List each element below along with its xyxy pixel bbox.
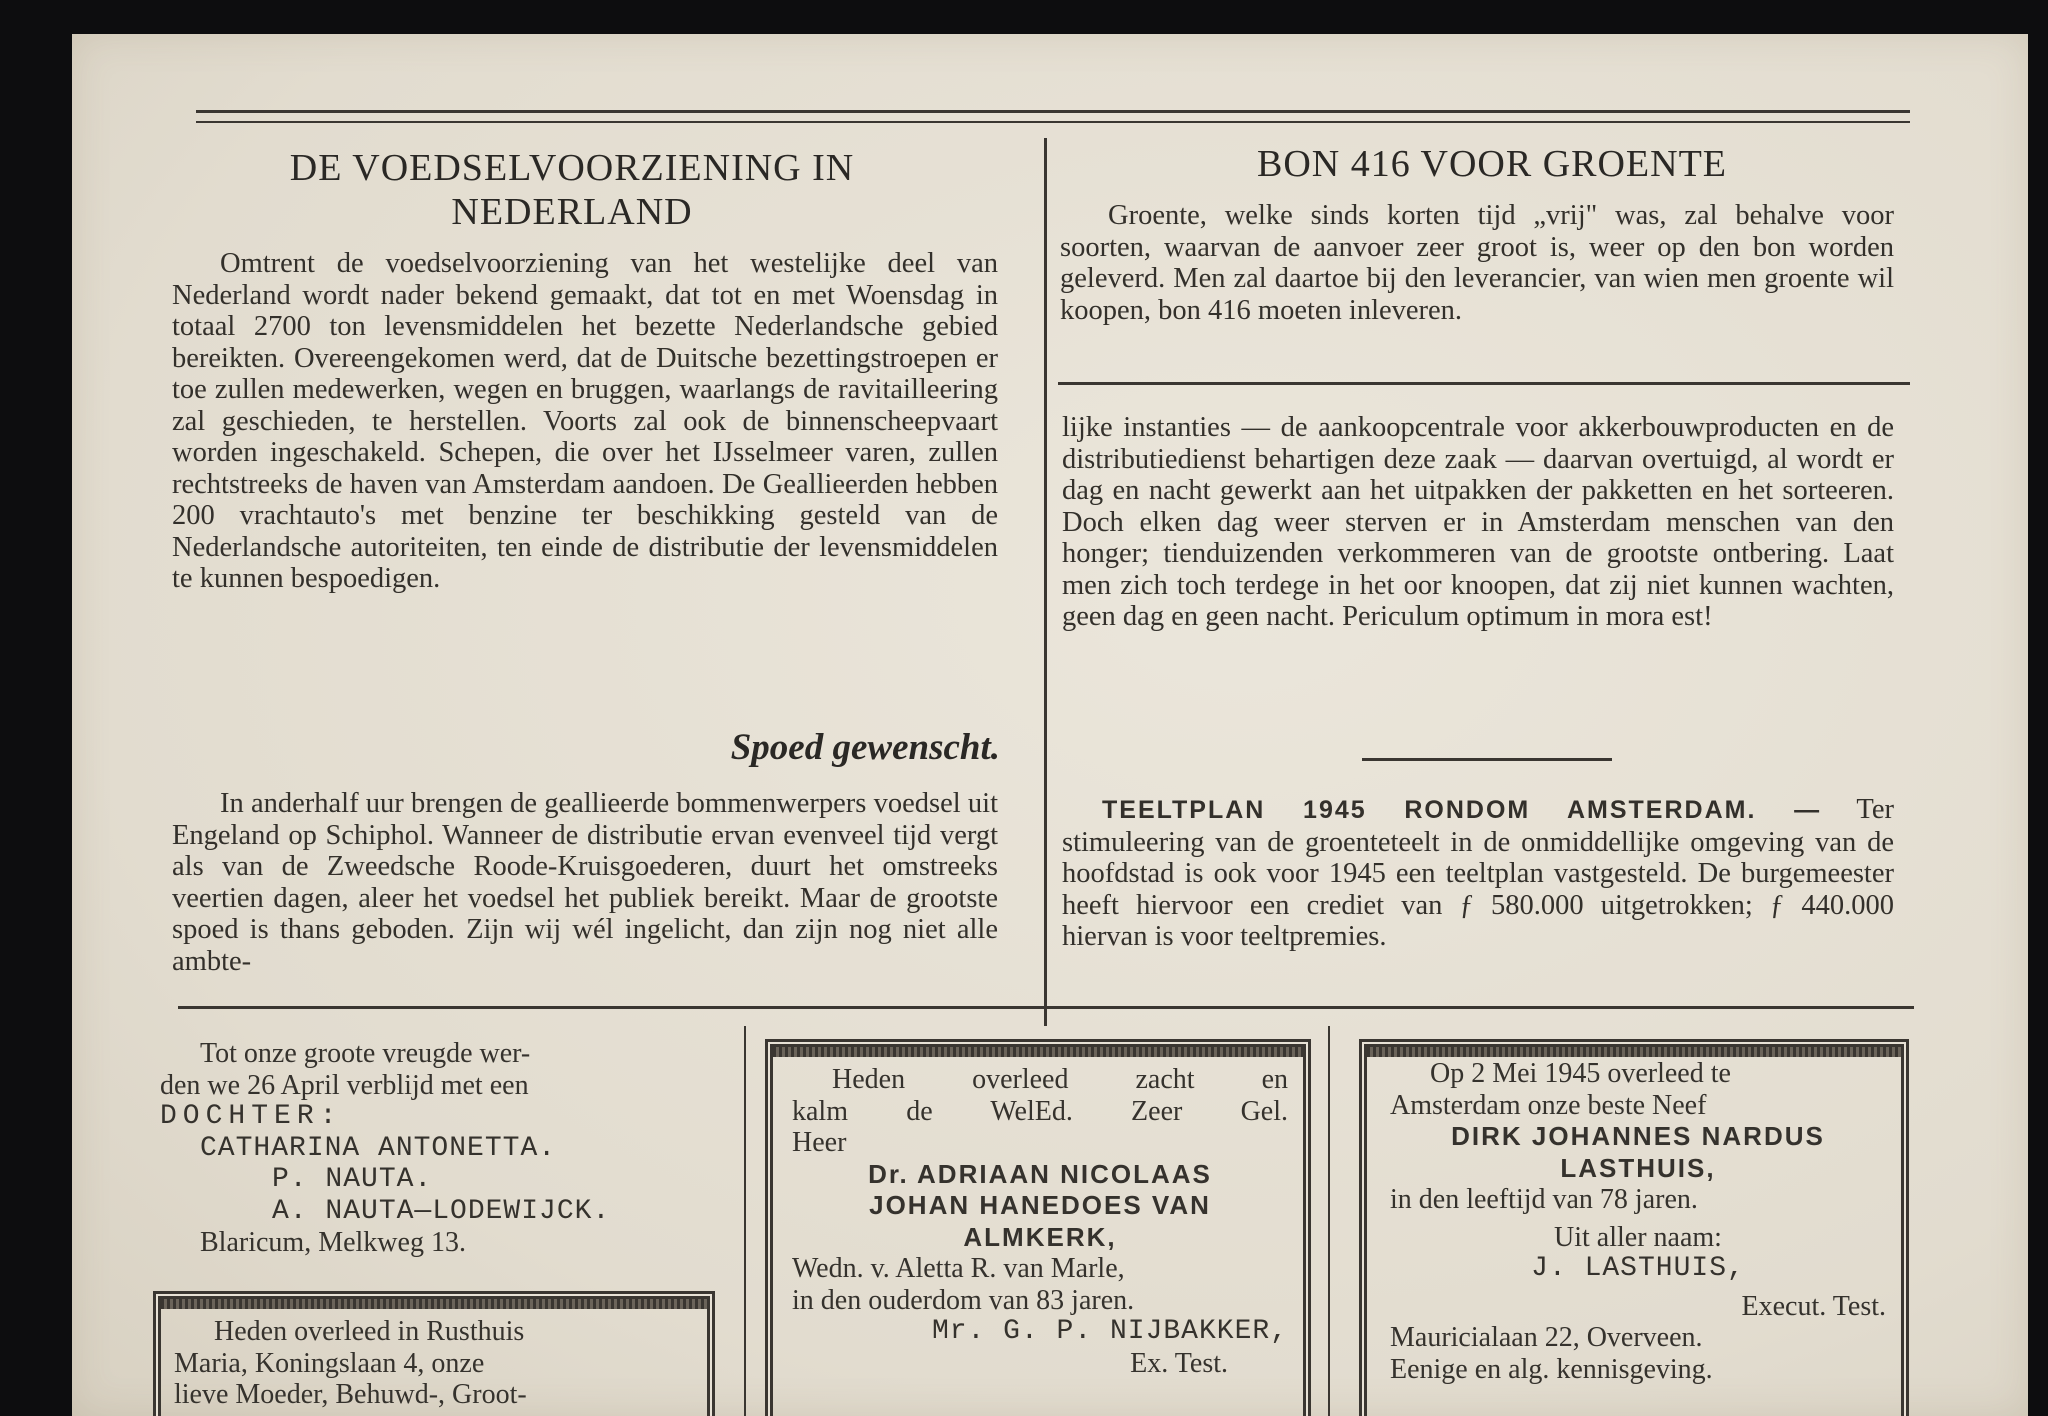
article-bon-416-body [1060, 200, 1894, 326]
notice-divider-1 [744, 1026, 746, 1416]
box-band [161, 1299, 707, 1309]
almkerk-line-6: ALMKERK, [963, 1221, 1117, 1252]
article-left-paragraph-1: Omtrent de voedselvoorziening van het westelijke deel van Nederland wordt nader bekend gemaakt, dat tot en met Woensdag in totaal 2700 ton levensmiddelen het bezette Nederlandsche gebied bereikten. Overeengekomen werd, dat de Duitsche bezettingstroepen er toe zullen medewerken, wegen en bruggen, waarlangs de ravitailleering zal geschieden, te herstellen. Voorts zal ook de binnenscheepvaart worden ingeschakeld. Schepen, die over het IJsselmeer varen, zullen rechtstreeks de haven van Amsterdam aandoen. De Geallieerden hebben 200 vrachtauto's met benzine ter beschikking gesteld van de Nederlandsche autoriteiten, ten einde de distributie der levensmiddelen te kunnen bespoedigen. [172, 248, 998, 594]
article-continued-body [1062, 412, 1894, 633]
almkerk-line-7: Wedn. v. Aletta R. van Marle, [792, 1253, 1125, 1284]
notice-almkerk [792, 1064, 1288, 1379]
rusthuis-line-3: lieve Moeder, Behuwd-, Groot- [174, 1379, 527, 1410]
right-column-rule [1058, 382, 1910, 385]
notice-birth [160, 1038, 720, 1259]
birth-line-1: Tot onze groote vreugde wer- [200, 1038, 531, 1069]
birth-line-7: Blaricum, Melkweg 13. [200, 1227, 466, 1258]
headline-line-1: DE VOEDSELVOORZIENING IN [289, 147, 855, 189]
lasthuis-line-10: Eenige en alg. kennisgeving. [1390, 1353, 1713, 1385]
article-bon-416-paragraph: Groente, welke sinds korten tijd „vrij" was, zal behalve voor soorten, waarvan de aanvoer zeer groot is, weer op den bon worden geleverd. Men zal daartoe bij den leverancier, van wien men groente wil koopen, bon 416 moeten inleveren. [1060, 200, 1894, 326]
box-band [1367, 1047, 1901, 1057]
headline-bon-416: BON 416 VOOR GROENTE [1256, 143, 1728, 185]
article-continued-paragraph: lijke instanties — de aankoopcentrale voor akkerbouwproducten en de distributiedienst behartigen deze zaak — daarvan overtuigd, al wordt er dag en nacht gewerkt aan het uitpakken der pakketten en het sorteeren. Doch elken dag weer sterven er in Amsterdam menschen van den honger; tienduizenden verkommeren van de grootste ontbering. Laat men zich toch terdege in het oor knoopen, dat zij niet kunnen wachten, geen dag en geen nacht. Periculum optimum in mora est! [1062, 412, 1894, 632]
rusthuis-line-1: Heden overleed in Rusthuis [214, 1316, 525, 1347]
almkerk-line-1: Heden overleed zacht en [832, 1064, 1288, 1095]
lasthuis-line-6: Uit aller naam: [1554, 1221, 1722, 1253]
lasthuis-line-1: Op 2 Mei 1945 overleed te [1430, 1058, 1731, 1089]
teeltplan-paragraph: Ter stimuleering van de groenteteelt in de onmiddellijke omgeving van de hoofdstad is ook voor 1945 een teeltplan vastgesteld. De burgemeester heeft hiervoor een crediet van ƒ 580.000 uitgetrokken; ƒ 440.000 hiervan is voor teeltpremies. [1062, 794, 1894, 952]
almkerk-line-2: kalm de WelEd. Zeer Gel. [792, 1095, 1288, 1127]
box-band [773, 1047, 1303, 1057]
birth-line-3: DOCHTER: [160, 1101, 343, 1132]
notices-top-rule [178, 1006, 1914, 1009]
lasthuis-line-5: in den leeftijd van 78 jaren. [1390, 1184, 1698, 1215]
headline-voedselvoorziening [152, 146, 992, 234]
birth-line-2: den we 26 April verblijd met een [160, 1069, 529, 1101]
birth-line-4: CATHARINA ANTONETTA. [200, 1132, 557, 1164]
lasthuis-line-7: J. LASTHUIS, [1531, 1253, 1745, 1284]
almkerk-line-8: in den ouderdom van 83 jaren. [792, 1284, 1135, 1316]
notice-divider-2 [1328, 1026, 1330, 1416]
lasthuis-line-9: Mauricialaan 22, Overveen. [1390, 1322, 1703, 1353]
article-left-body-2 [172, 788, 998, 977]
rusthuis-line-2: Maria, Koningslaan 4, onze [174, 1347, 485, 1379]
notice-rusthuis [174, 1316, 694, 1411]
almkerk-line-5: JOHAN HANEDOES VAN [869, 1190, 1211, 1220]
section-short-rule [1362, 758, 1612, 761]
birth-line-6: A. NAUTA—LODEWIJCK. [272, 1195, 611, 1227]
headline-line-2: NEDERLAND [451, 191, 693, 233]
top-double-rule [196, 110, 1910, 123]
column-divider [1044, 138, 1047, 1026]
subhead-spoed-gewenscht: Spoed gewenscht. [730, 727, 1000, 768]
lasthuis-line-8: Execut. Test. [1741, 1290, 1886, 1322]
almkerk-line-4: Dr. ADRIAAN NICOLAAS [868, 1158, 1212, 1189]
lasthuis-line-2: Amsterdam onze beste Neef [1390, 1089, 1707, 1121]
article-left-paragraph-2: In anderhalf uur brengen de geallieerde bommenwerpers voedsel uit Engeland op Schiphol. Wanneer de distributie ervan evenveel tijd vergt als van de Zweedsche Roode-Kruisgoederen, duurt het omstreeks veertien dagen, aleer het voedsel het publiek bereikt. Maar de grootste spoed is thans geboden. Zijn wij wél ingelicht, dan zijn nog niet alle ambte- [172, 788, 998, 977]
newspaper-page [72, 34, 2028, 1416]
teeltplan-lead: TEELTPLAN 1945 RONDOM AMSTERDAM. — [1102, 796, 1822, 824]
almkerk-line-9: Mr. G. P. NIJBAKKER, [931, 1316, 1288, 1347]
lasthuis-line-4: LASTHUIS, [1560, 1152, 1716, 1183]
almkerk-line-3: Heer [792, 1127, 847, 1158]
almkerk-line-10: Ex. Test. [1130, 1347, 1228, 1379]
article-left-body [172, 248, 998, 595]
article-teeltplan-body [1062, 794, 1894, 953]
birth-line-5: P. NAUTA. [272, 1164, 433, 1195]
notice-lasthuis [1390, 1058, 1886, 1385]
lasthuis-line-3: DIRK JOHANNES NARDUS [1451, 1121, 1825, 1151]
